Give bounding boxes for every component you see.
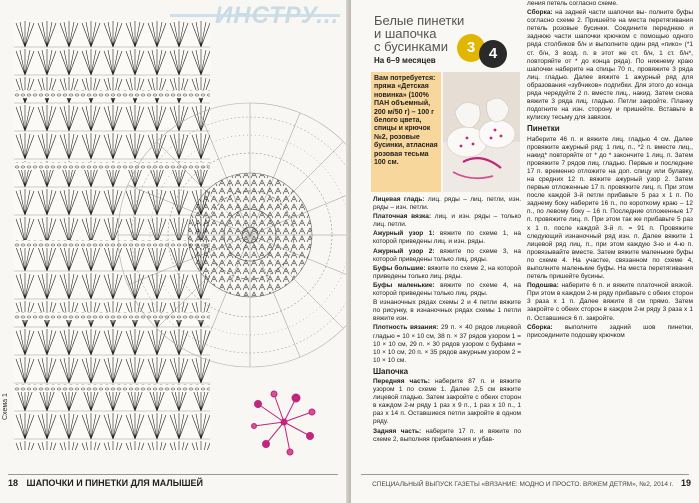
title-line: и шапочка — [374, 26, 437, 41]
footer-rule — [361, 474, 689, 475]
text: наберите 87 п. и вяжите узором 1 по схеме 1. Далее 2,5 см вяжите лицевой гладью. Затем закройте с обеих сторон в каждом 2-м ряду 1 раз x 9 п., 1 раз x 10 п., 1 раз x 14 п. Оставшиеся петли закройте в одном ряду. — [373, 377, 521, 426]
text: лиц. и изн. ряды – только лиц. петли. — [373, 213, 522, 229]
term: Ажурный узор 1: — [373, 230, 435, 238]
term: Подошва: — [527, 282, 559, 290]
running-title: СПЕЦИАЛЬНЫЙ ВЫПУСК ГАЗЕТЫ «ВЯЗАНИЕ: МОДНО И ПРОСТО. ВЯЖЕМ ДЕТЯМ», №2, 2014 г. — [372, 481, 674, 488]
paragraph — [527, 282, 693, 322]
section-heading: Шапочка — [373, 366, 409, 376]
paragraph — [373, 282, 521, 298]
text: выполните задний шов пинетки, присоедините подошву крючком — [527, 323, 693, 339]
title-line: с бусинками — [374, 39, 448, 54]
left-footer — [8, 478, 203, 488]
article-title — [374, 14, 464, 53]
age-subtitle: На 6–9 месяцев — [374, 56, 436, 65]
text: наберите 17 п. и вяжите по схеме 2, выполняя прибавления и убав- — [373, 427, 521, 443]
text: лиц. ряды – лиц. петли, изн. ряды – изн. петли. — [373, 196, 521, 212]
paragraph: ления петель согласно схеме. — [527, 0, 618, 7]
paragraph — [373, 230, 521, 246]
crochet-schema-1 — [14, 20, 346, 460]
text: 29 п. × 40 рядов лицевой гладью = 10 × 10 см, 38 п. × 37 рядов узором 1 = 10 × 10 см, 29 п. × 30 рядов узором с буфами = 10 × 10 см, 20 п. × 35 рядов ажурным узором 2 = 10 × 10 см. — [373, 324, 522, 364]
term: Лицевая гладь: — [373, 196, 425, 203]
text: вяжите по схеме 3, на которой приведены только лиц. ряды. — [373, 247, 521, 263]
term: Сборка: — [527, 9, 553, 17]
text: вяжите по схеме 2, на которой приведены только лиц. ряды. — [373, 264, 521, 280]
term: Задняя часть: — [373, 427, 422, 435]
term: Буфы большие: — [373, 264, 426, 272]
paragraph — [373, 324, 521, 364]
section-heading: Пинетки — [527, 124, 560, 134]
paragraph — [527, 9, 693, 122]
left-page — [0, 0, 349, 503]
paragraph — [373, 265, 521, 281]
model-number-badge: 3 — [457, 34, 485, 62]
paragraph — [373, 196, 521, 212]
text: наберите 6 п. и вяжите платочной вязкой. При этом в каждом 2-м ряду прибавьте с обеих сторон 3 раза x 1 п. Далее вяжите 8 см прямо. Затем закройте с обеих сторон в каждом 2-м ряду 3 раза x 1 п. Оставшиеся 6 п. закройте. — [527, 282, 693, 322]
booties-photo — [443, 72, 520, 192]
booties-illustration — [443, 72, 520, 192]
page-number: 18 — [8, 478, 19, 488]
text: на задней части шапочки вы- полните буфы согласно схеме 2. Пришейте на места перетягивания петель розовые бусинки. Соедините переднюю и заднюю части шапочки крючком с помощью одного ряда столбиков б/н и выполните один ряд «пико» (*1 ст. б/н, 3 возд. п. в этот же ст. б/н, 1 ст. б/н*, повторяйте от * до конца ряда). По нижнему краю шапочки наберите на спицы 70 п., провяжите 3 ряда лиц. гладью. Далее вяжите 1 ажурный ряд для образования «зубчиков» подгибки. Для этого до конца ряда чередуйте 2 п. вместе лиц., накид. Затем снова вяжите 3 ряда лиц. гладью. Петли закройте. Планку подогните на изн. сторону и пришейте. Вставьте в кулиску тесьму для завязок. — [527, 9, 693, 122]
term: Буфы маленькие: — [373, 281, 435, 289]
term: Плотность вязания: — [373, 324, 439, 332]
schema-label: Схема 1 — [2, 393, 9, 420]
title-line: Белые пинетки — [374, 13, 465, 28]
term: Ажурный узор 2: — [373, 247, 435, 255]
term: Передняя часть: — [373, 377, 430, 385]
term: Платочная вязка: — [373, 213, 432, 221]
paragraph — [373, 428, 521, 444]
footer-rule — [8, 474, 338, 475]
text: вяжите по схеме 1, на которой приведены лиц. и изн. ряды. — [373, 230, 521, 246]
term: Сборка: — [527, 323, 553, 331]
right-page — [351, 0, 699, 503]
model-number-badge: 4 — [479, 40, 507, 68]
paragraph — [373, 378, 521, 427]
page-number: 19 — [680, 478, 691, 488]
right-footer — [372, 478, 691, 488]
paragraph — [373, 248, 521, 264]
paragraph — [527, 324, 693, 340]
text: вяжите по схеме 4, на которой приведены только лиц. ряды. — [373, 281, 521, 298]
paragraph: Наберите 46 п. и вяжите лиц. гладью 4 см. Далее провяжите ажурный ряд: 1 лиц. п., *2 п. вместе лиц., накид* повторяйте от * до * закончите 1 лиц. п. Затем провяжите 7 рядов лиц. гладью. Первые и последние 17 п. временно отложите на доп. спицу или булавку, на средних 12 п. вяжите ажурный узор 2. Затем первые отложенные 17 п. провяжите лиц. п. При этом после каждой 3-й петли прибавьте 5 раз x 1 п. По заднему боку наберите 16 п., по короткому краю – 12 п., по левому боку – 16 п. Последние отложенные 17 п. провяжите лиц. п. При этом так же прибавьте 5 раз x 1 п. после каждой 3-й п. = 91 п. Провяжите следующий изнаночный ряд изн. п. Далее вяжите 1 лицевой ряд лиц. п., при этом каждую 3-ю и 4-ю п. провязывайте вместе. Затем вяжите маленькие буфы по схеме 4. На участке, связанном по схеме 4, выполните маленькие буфы. На места перетягивания петель пришейте бусины. — [527, 135, 693, 281]
ghost-heading: ИНСТРУ... — [215, 2, 340, 29]
paragraph: В изнаночных рядах схемы 2 и 4 петли вяжите по рисунку, в изнаночных рядах схемы 1 петли вяжите изн. — [373, 299, 521, 323]
instructions-column-1 — [373, 196, 521, 445]
paragraph — [373, 213, 521, 229]
materials-box: Вам потребуется: пряжа «Детская новинка» (100% ПАН объемный, 200 м/50 г) – 100 г белого цвета, спицы и крючок №2, розовые бусинки, атласная розовая тесьма 100 см. — [371, 72, 441, 192]
running-title: ШАПОЧКИ И ПИНЕТКИ ДЛЯ МАЛЫШЕЙ — [26, 478, 204, 488]
instructions-column-2 — [527, 0, 693, 341]
